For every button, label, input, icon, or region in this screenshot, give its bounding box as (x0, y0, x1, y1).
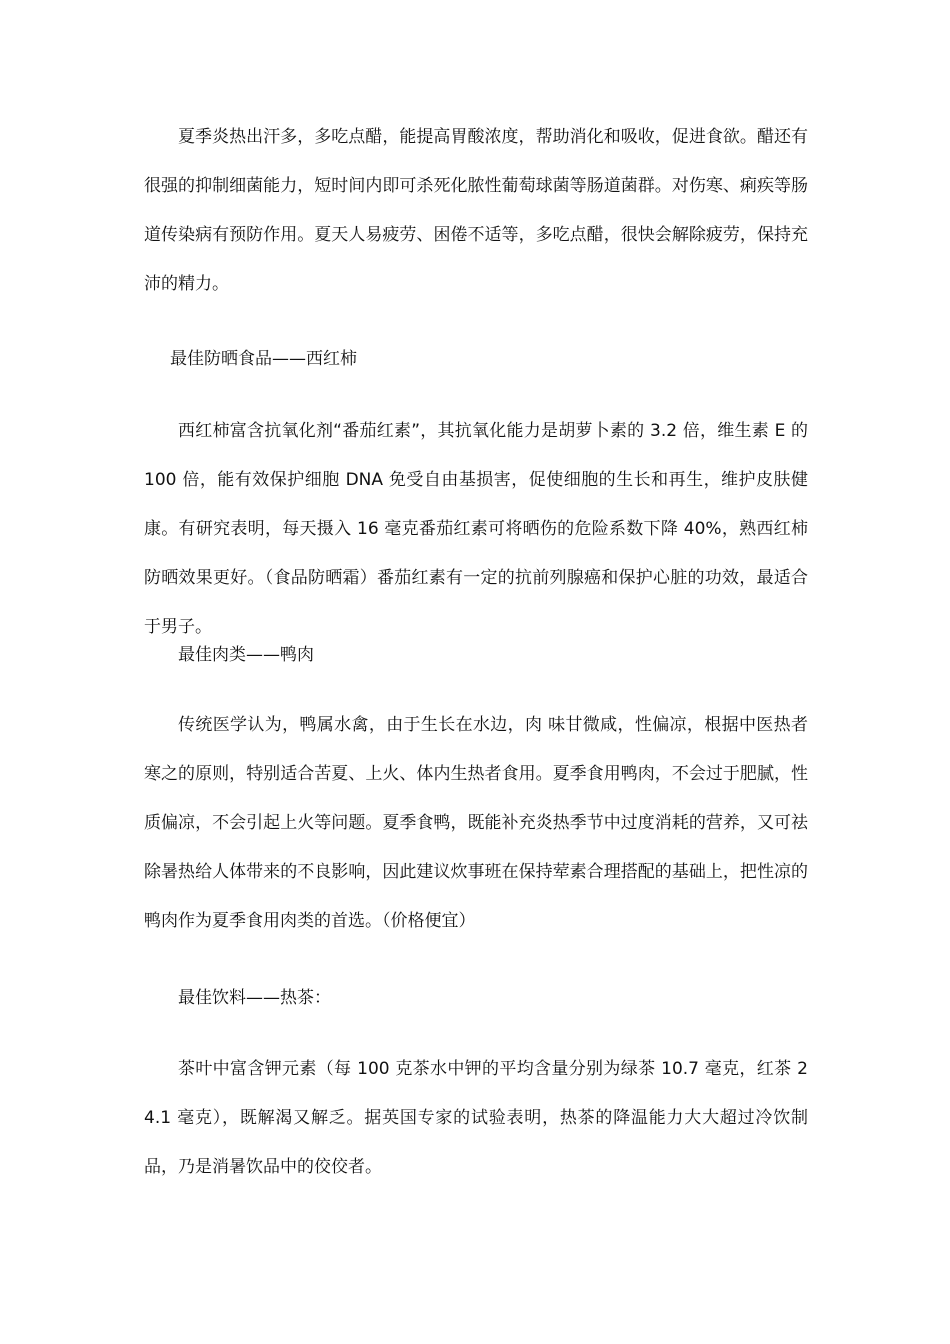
heading-duck: 最佳肉类——鸭肉 (178, 645, 314, 665)
paragraph-vinegar: 夏季炎热出汗多，多吃点醋，能提高胃酸浓度，帮助消化和吸收，促进食欲。醋还有很强的抑制细菌能力，短时间内即可杀死化脓性葡萄球菌等肠道菌群。对伤寒、痢疾等肠道传染病有预防作用。夏天人易疲劳、困倦不适等，多吃点醋，很快会解除疲劳，保持充沛的精力。 (144, 127, 808, 294)
heading-tea: 最佳饮料——热茶： (178, 988, 331, 1008)
paragraph-duck: 传统医学认为，鸭属水禽，由于生长在水边，肉 味甘微咸，性偏凉，根据中医热者寒之的原则，特别适合苦夏、上火、体内生热者食用。夏季食用鸭肉，不会过于肥腻，性质偏凉，不会引起上火等问题。夏季食鸭，既能补充炎热季节中过度消耗的营养，又可祛除暑热给人体带来的不良影响，因此建议炊事班在保持荤素合理搭配的基础上，把性凉的鸭肉作为夏季食用肉类的首选。（价格便宜） (144, 715, 808, 931)
paragraph-tomato: 西红柿富含抗氧化剂“番茄红素”，其抗氧化能力是胡萝卜素的 3.2 倍，维生素 E 的 100 倍，能有效保护细胞 DNA 免受自由基损害，促使细胞的生长和再生，维护皮肤健康。有研究表明，每天摄入 16 毫克番茄红素可将晒伤的危险系数下降 40%，熟西红柿防晒效果更好。（食品防晒霜）番茄红素有一定的抗前列腺癌和保护心脏的功效，最适合于男子。 (144, 421, 808, 637)
paragraph-tea: 茶叶中富含钾元素（每 100 克茶水中钾的平均含量分别为绿茶 10.7 毫克，红茶 24.1 毫克），既解渴又解乏。据英国专家的试验表明，热茶的降温能力大大超过冷饮制品，乃是消暑饮品中的佼佼者。 (144, 1059, 808, 1177)
heading-tomato: 最佳防晒食品——西红柿 (170, 349, 357, 369)
